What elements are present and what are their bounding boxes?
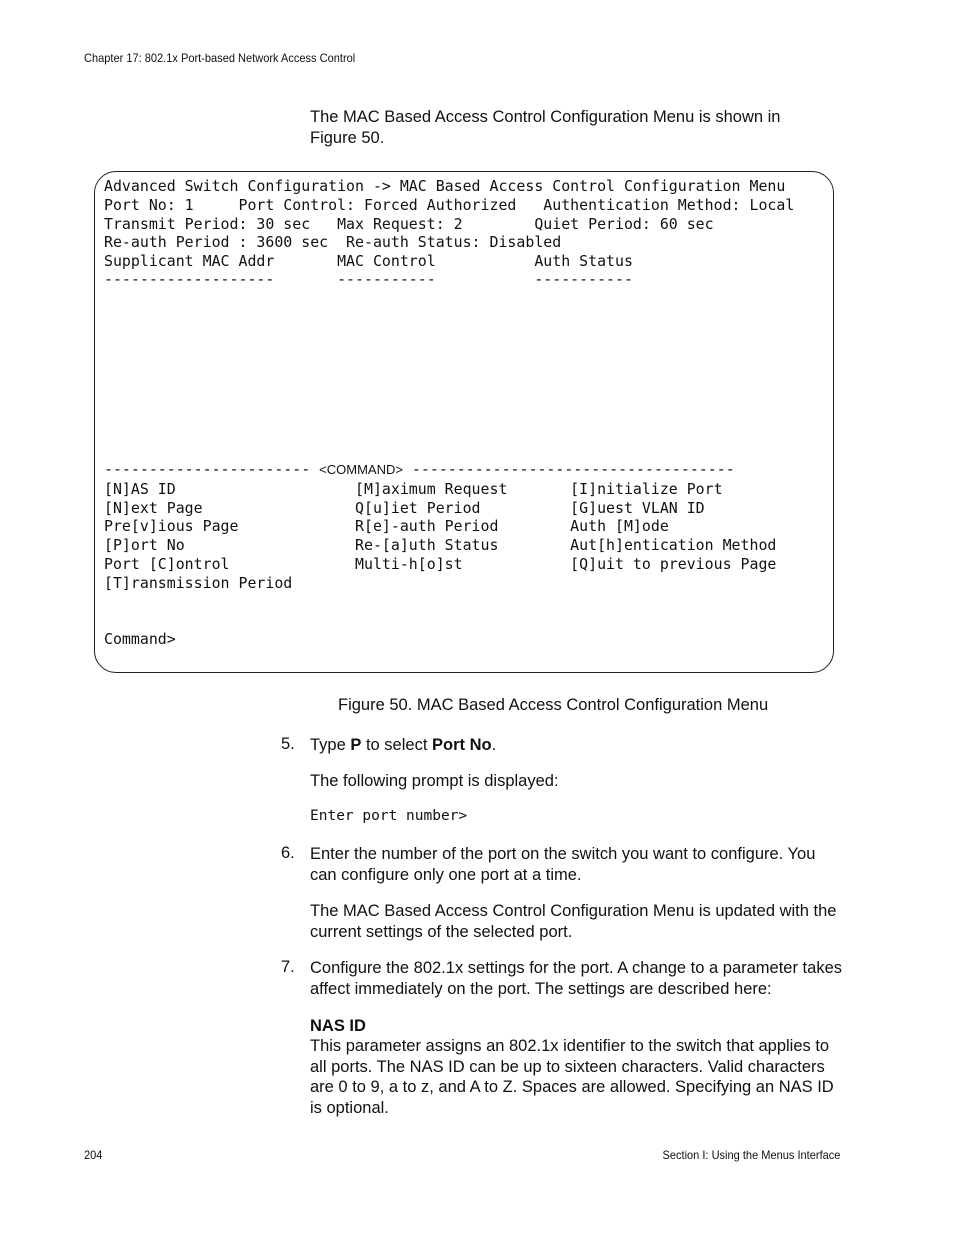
chapter-header: Chapter 17: 802.1x Port-based Network Access Control [84, 51, 356, 65]
intro-paragraph: The MAC Based Access Control Configuration Menu is shown in Figure 50. [310, 108, 781, 147]
terminal-line: Advanced Switch Configuration -> MAC Based Access Control Configuration Menu [104, 177, 786, 195]
step-number: 7. [281, 958, 295, 976]
command-bar-right: ------------------------------------ [402, 460, 735, 478]
command-bar [104, 460, 735, 480]
menu-line: [T]ransmission Period [104, 574, 293, 592]
nas-id-description: This parameter assigns an 802.1x identifier to the switch that applies to all ports. The NAS ID can be up to sixteen characters. Valid characters are 0 to 9, a to z, and A to Z. Spaces are allowed. Specifying an NAS ID is optional. [310, 1037, 834, 1117]
port-prompt-code: Enter port number> [310, 808, 468, 824]
menu-line: [N]AS ID [M]aximum Request [I]nitialize Port [104, 480, 723, 498]
port-no-label: Port No [432, 736, 492, 754]
step-6-note: The MAC Based Access Control Configuration Menu is updated with the current settings of the selected port. [310, 902, 837, 941]
terminal-line: Transmit Period: 30 sec Max Request: 2 Quiet Period: 60 sec [104, 215, 714, 233]
terminal-line: Port No: 1 Port Control: Forced Authorized Authentication Method: Local [104, 196, 795, 214]
step-number: 5. [281, 735, 295, 753]
command-prompt: Command> [104, 630, 176, 648]
menu-line: [N]ext Page Q[u]iet Period [G]uest VLAN ID [104, 499, 705, 517]
step-6-text: Enter the number of the port on the switch you want to configure. You can configure only one port at a time. [310, 845, 816, 884]
menu-line: Port [C]ontrol Multi-h[o]st [Q]uit to previous Page [104, 555, 777, 573]
step-5-text: Type P to select Port No. [310, 736, 497, 754]
section-footer: Section I: Using the Menus Interface [662, 1148, 840, 1162]
page-number: 204 [84, 1148, 103, 1162]
nas-id-heading: NAS ID [310, 1017, 366, 1035]
terminal-line: Supplicant MAC Addr MAC Control Auth Status [104, 252, 633, 270]
command-bar-label: <COMMAND> [319, 462, 403, 477]
step-5-note: The following prompt is displayed: [310, 772, 559, 790]
terminal-line: ------------------- ----------- ----------- [104, 270, 633, 288]
key-p: P [350, 736, 362, 754]
menu-line: Pre[v]ious Page R[e]-auth Period Auth [M]ode [104, 517, 669, 535]
step-number: 6. [281, 844, 295, 862]
figure-caption: Figure 50. MAC Based Access Control Configuration Menu [338, 696, 769, 714]
menu-line: [P]ort No Re-[a]uth Status Aut[h]entication Method [104, 536, 777, 554]
step-7-text: Configure the 802.1x settings for the port. A change to a parameter takes affect immediately on the port. The settings are described here: [310, 959, 842, 998]
terminal-line: Re-auth Period : 3600 sec Re-auth Status: Disabled [104, 233, 562, 251]
command-bar-left: ----------------------- [104, 460, 320, 478]
